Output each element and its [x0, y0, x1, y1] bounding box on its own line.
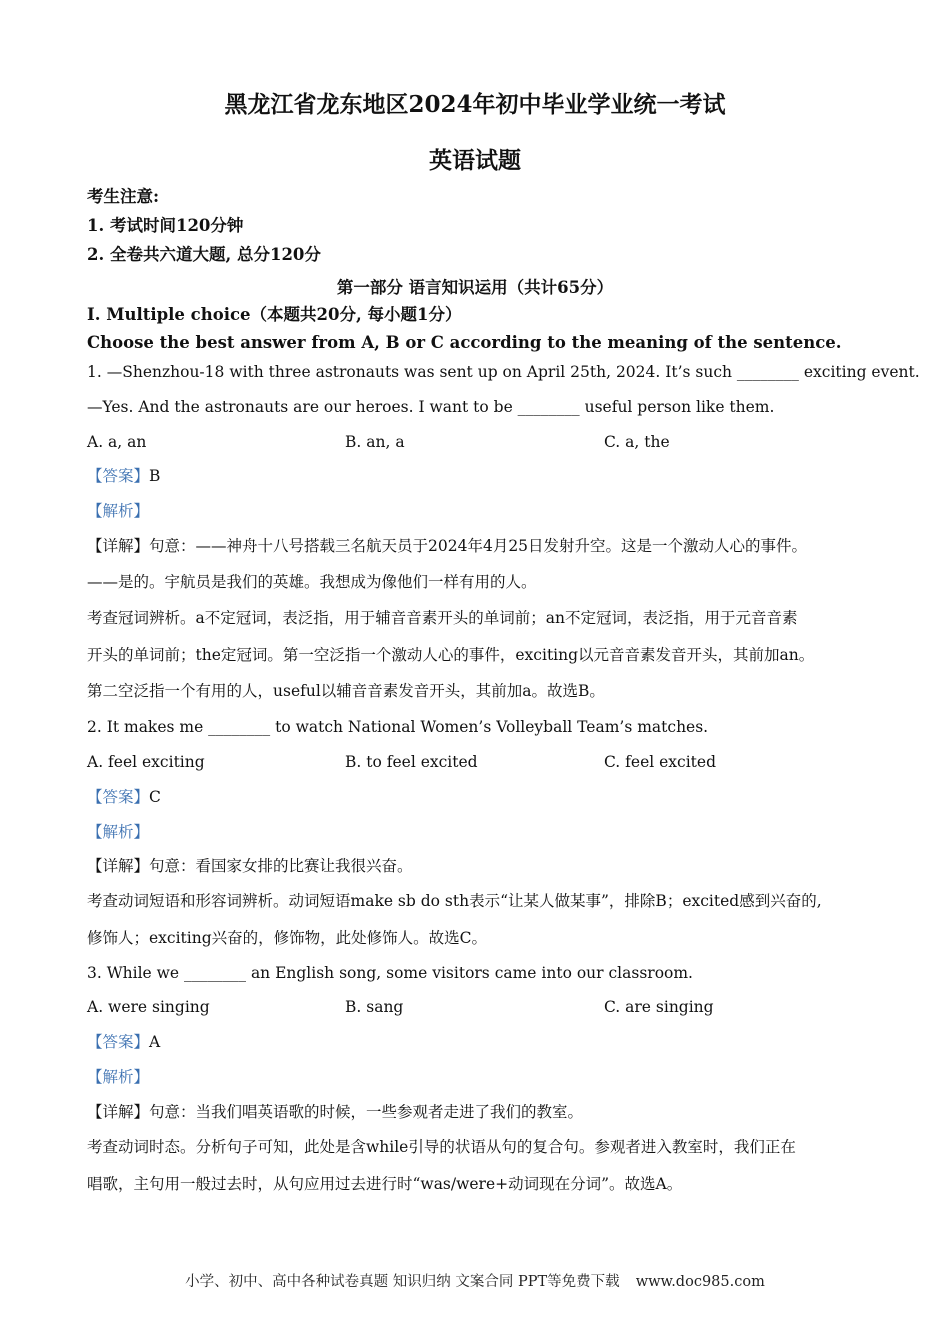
detail-tag: 【详解】: [87, 537, 150, 555]
question-1-stem-line-2: —Yes. And the astronauts are our heroes. I want to be ________ useful person like them.: [87, 398, 775, 416]
question-2-answer: [87, 787, 161, 807]
question-3-detail-line-2: 考查动词时态。分析句子可知，此处是含while引导的状语从句的复合句。参观者进入教室时，我们正在: [87, 1138, 796, 1156]
question-1-option-b: B. an, a: [345, 433, 405, 451]
answer-value: A: [149, 1033, 161, 1051]
question-2-detail-line-3: 修饰人；exciting兴奋的，修饰物，此处修饰人。故选C。: [87, 929, 488, 947]
answer-tag: 【答案】: [87, 788, 150, 806]
detail-tag: 【详解】: [87, 857, 150, 875]
question-1-answer: [87, 466, 160, 486]
section-title: I. Multiple choice（本题共20分, 每小题1分）: [87, 305, 462, 324]
question-1-detail-line-4: 开头的单词前；the定冠词。第一空泛指一个激动人心的事件，exciting以元音音素发音开头，其前加an。: [87, 646, 815, 664]
question-1-stem-line-1: 1. —Shenzhou-18 with three astronauts was sent up on April 25th, 2024. It’s such ________ exciting event.: [87, 363, 920, 381]
question-1-detail-line-5: 第二空泛指一个有用的人，useful以辅音音素发音开头，其前加a。故选B。: [87, 682, 605, 700]
question-3-option-c: C. are singing: [604, 998, 714, 1016]
question-1-option-c: C. a, the: [604, 433, 670, 451]
question-1-option-a: A. a, an: [87, 433, 147, 451]
detail-tag: 【详解】: [87, 1103, 150, 1121]
notice-item-time: 1. 考试时间120分钟: [87, 216, 244, 235]
question-3-detail-line-3: 唱歌，主句用一般过去时，从句应用过去进行时“was/were+动词现在分词”。故选A。: [87, 1175, 683, 1193]
question-3-detail-line-1: [87, 1102, 583, 1122]
question-2-stem: 2. It makes me ________ to watch National Women’s Volleyball Team’s matches.: [87, 718, 709, 736]
question-1-detail-line-3: 考查冠词辨析。a不定冠词，表泛指，用于辅音音素开头的单词前；an不定冠词，表泛指，用于元音音素: [87, 609, 798, 627]
question-2-detail-line-2: 考查动词短语和形容词辨析。动词短语make sb do sth表示“让某人做某事”，排除B；excited感到兴奋的,: [87, 892, 822, 910]
detail-text: 句意：当我们唱英语歌的时候，一些参观者走进了我们的教室。: [149, 1103, 584, 1121]
question-2-detail-line-1: [87, 856, 413, 876]
question-3-analysis-tag: 【解析】: [87, 1068, 150, 1086]
footer-url[interactable]: www.doc985.com: [635, 1274, 765, 1290]
question-1-detail-line-1: [87, 536, 807, 556]
exam-subtitle: 英语试题: [429, 147, 521, 174]
detail-text: 句意：看国家女排的比赛让我很兴奋。: [149, 857, 413, 875]
question-2-option-b: B. to feel excited: [345, 753, 478, 771]
part-title: 第一部分 语言知识运用（共计65分）: [336, 278, 614, 297]
question-3-option-a: A. were singing: [87, 998, 210, 1016]
footer-text: 小学、初中、高中各种试卷真题 知识归纳 文案合同 PPT等免费下载: [185, 1274, 620, 1290]
answer-tag: 【答案】: [87, 1033, 150, 1051]
answer-tag: 【答案】: [87, 467, 150, 485]
question-3-answer: [87, 1032, 160, 1052]
section-instruction: Choose the best answer from A, B or C according to the meaning of the sentence.: [87, 333, 842, 352]
question-2-analysis-tag: 【解析】: [87, 823, 150, 841]
question-2-option-a: A. feel exciting: [87, 753, 205, 771]
notice-heading: 考生注意:: [87, 187, 160, 206]
question-3-option-b: B. sang: [345, 998, 404, 1016]
question-3-stem: 3. While we ________ an English song, some visitors came into our classroom.: [87, 964, 693, 982]
page-footer: [0, 1270, 950, 1291]
question-1-analysis-tag: 【解析】: [87, 502, 150, 520]
question-1-detail-line-2: ——是的。宇航员是我们的英雄。我想成为像他们一样有用的人。: [87, 573, 537, 591]
notice-item-score: 2. 全卷共六道大题, 总分120分: [87, 245, 321, 264]
question-2-option-c: C. feel excited: [604, 753, 717, 771]
exam-title: 黑龙江省龙东地区2024年初中毕业学业统一考试: [224, 91, 726, 118]
answer-value: C: [149, 788, 161, 806]
detail-text: 句意：——神舟十八号搭载三名航天员于2024年4月25日发射升空。这是一个激动人心的事件。: [149, 537, 808, 555]
answer-value: B: [149, 467, 161, 485]
